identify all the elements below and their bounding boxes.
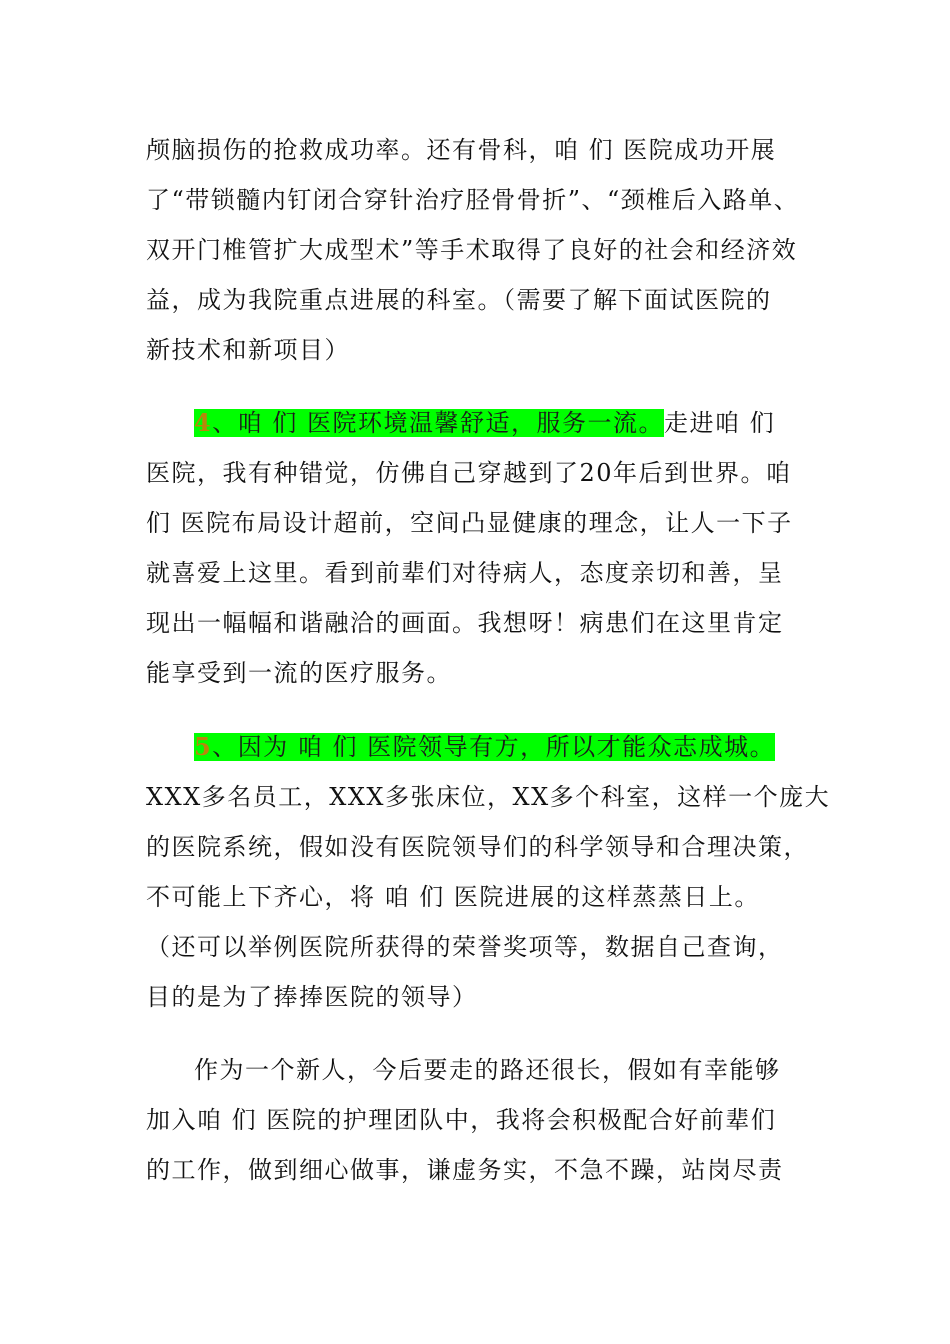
- text-line: 们 医院布局设计超前，空间凸显健康的理念，让人一下子: [146, 509, 793, 537]
- paragraph-newcomer: [146, 1045, 806, 1195]
- text-line: 医院，我有种错觉，仿佛自己穿越到了20年后到世界。咱: [146, 459, 792, 487]
- heading-number: 5: [194, 732, 213, 761]
- heading-number: 4: [194, 408, 213, 437]
- highlighted-heading: [194, 409, 664, 437]
- text-line: 作为一个新人，今后要走的路还很长，假如有幸能够: [194, 1056, 781, 1084]
- paragraph-environment: [146, 398, 806, 698]
- text-line: 新技术和新项目）: [146, 336, 350, 364]
- heading-text: 、咱 们 医院环境温馨舒适，服务一流。: [212, 409, 664, 437]
- text-line: 现出一幅幅和谐融洽的画面。我想呀！病患们在这里肯定: [146, 609, 784, 637]
- text-line: 能享受到一流的医疗服务。: [146, 659, 452, 687]
- heading-continuation: 走进咱 们: [663, 409, 776, 437]
- text-line: 不可能上下齐心，将 咱 们 医院进展的这样蒸蒸日上。: [146, 883, 760, 911]
- text-line: XXX多名员工，XXX多张床位，XX多个科室，这样一个庞大: [146, 783, 831, 811]
- heading-text: 、因为 咱 们 医院领导有方，所以才能众志成城。: [212, 733, 776, 761]
- text-line: 了“带锁髓内钉闭合穿针治疗胫骨骨折”、“颈椎后入路单、: [146, 186, 800, 214]
- paragraph-leadership: [146, 722, 831, 1022]
- text-line: 目的是为了捧捧医院的领导）: [146, 983, 478, 1011]
- text-line: 益，成为我院重点进展的科室。（需要了解下面试医院的: [146, 286, 772, 314]
- text-line: 就喜爱上这里。看到前辈们对待病人，态度亲切和善，呈: [146, 559, 784, 587]
- text-line: 的医院系统，假如没有医院领导们的科学领导和合理决策，: [146, 833, 809, 861]
- highlighted-heading: [194, 733, 775, 761]
- text-line: （还可以举例医院所获得的荣誉奖项等，数据自己查询，: [146, 933, 784, 961]
- text-line: 颅脑损伤的抢救成功率。还有骨科，咱 们 医院成功开展: [146, 136, 777, 164]
- text-line: [146, 722, 806, 772]
- text-line: 的工作，做到细心做事，谦虚务实，不急不躁，站岗尽责: [146, 1156, 784, 1184]
- text-line: [146, 398, 806, 448]
- paragraph-orthopedics: [146, 125, 806, 375]
- text-line: 加入咱 们 医院的护理团队中，我将会积极配合好前辈们: [146, 1106, 777, 1134]
- text-line: 双开门椎管扩大成型术”等手术取得了良好的社会和经济效: [146, 236, 798, 264]
